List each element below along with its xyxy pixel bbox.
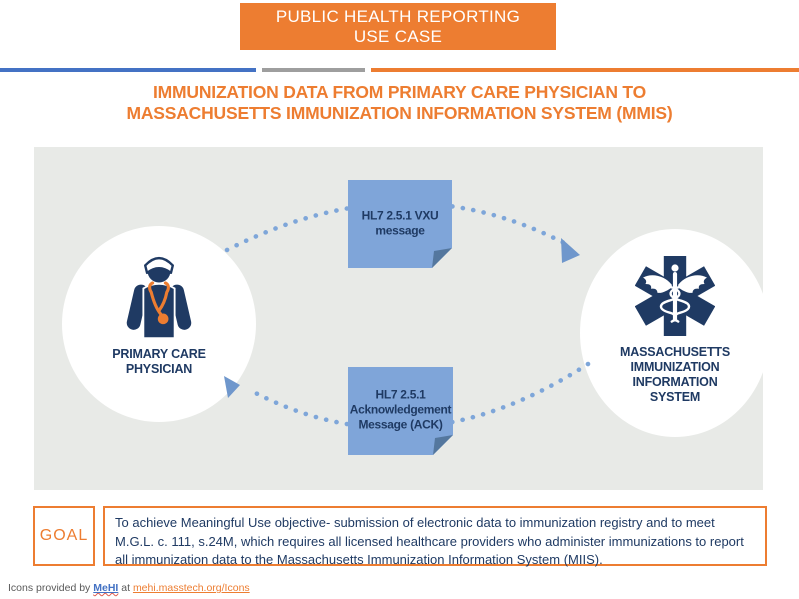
page-title-line-1: IMMUNIZATION DATA FROM PRIMARY CARE PHYSICIAN TO — [152, 82, 647, 102]
star-of-life-caduceus-icon — [635, 256, 715, 336]
vxu-message-note — [348, 180, 452, 268]
divider-segment-orange — [371, 68, 799, 72]
masstech-icons-link[interactable]: mehi.masstech.org/Icons — [132, 582, 250, 594]
mehi-link[interactable]: MeHI — [93, 582, 119, 594]
goal-badge-label: GOAL — [39, 527, 89, 544]
footer-prefix: Icons provided by — [8, 582, 91, 594]
primary-care-physician-node — [62, 226, 256, 422]
miis-node — [580, 229, 770, 437]
header-line-1: PUBLIC HEALTH REPORTING — [275, 7, 521, 26]
goal-description: To achieve Meaningful Use objective- submission of electronic data to immunization registry and to meet M.G.L. c. 111, s.24M, which requires all licensed healthcare providers who administer immunizations to report all immunization data to the Massachusetts Immunization Information System (MIIS). — [103, 506, 767, 566]
divider-segment-blue — [0, 68, 256, 72]
doctor-icon — [113, 246, 205, 342]
page-title-line-2: MASSACHUSETTS IMMUNIZATION INFORMATION SYSTEM (MMIS) — [126, 102, 673, 123]
goal-badge — [33, 506, 95, 566]
page-title — [0, 82, 799, 123]
ack-message-note — [348, 367, 453, 455]
footer-middle: at — [121, 582, 131, 594]
miis-label: MASSACHUSETTS IMMUNIZATION INFORMATION SYSTEM — [620, 345, 730, 404]
primary-care-physician-label: PRIMARY CARE PHYSICIAN — [112, 347, 206, 376]
divider-segment-gray — [262, 68, 365, 72]
footer-credit — [8, 582, 250, 594]
header-line-2: USE CASE — [353, 27, 443, 46]
vxu-message-text: HL7 2.5.1 VXU message — [361, 208, 439, 238]
ack-message-text: HL7 2.5.1 Acknowledgement Message (ACK) — [349, 387, 452, 432]
slide-header-banner — [240, 3, 556, 50]
